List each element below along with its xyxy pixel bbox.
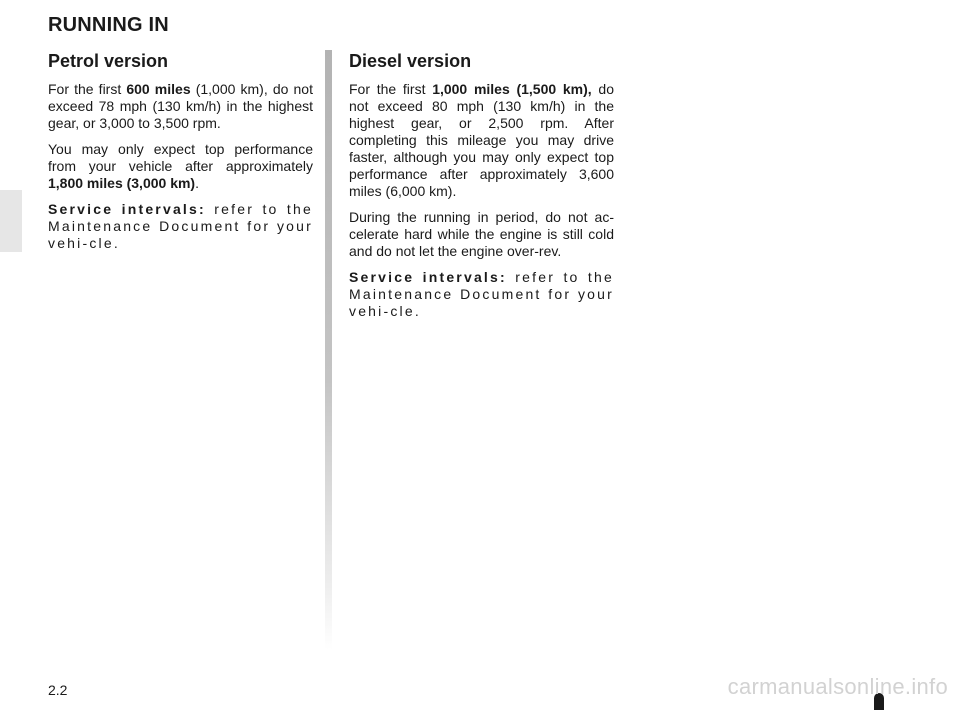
petrol-service-text: refer to the Maintenance Document for your vehi-cle. [48,201,313,251]
petrol-p1-pre: For the first [48,81,127,97]
diesel-paragraph-3 [349,269,614,320]
petrol-p2-post: . [195,175,199,191]
watermark: carmanualsonline.info [727,674,948,699]
page-title: RUNNING IN [48,14,169,36]
petrol-section [48,50,313,261]
petrol-p1-bold: 600 miles [126,81,191,97]
page-number: 2.2 [48,682,68,698]
diesel-service-text: refer to the Maintenance Document for your vehi-cle. [349,269,614,319]
diesel-paragraph-2: During the running in period, do not ac-celerate hard while the engine is still cold and do not let the engine over-rev. [349,209,614,259]
diesel-service-label: Service intervals: [349,269,507,285]
diesel-section [349,50,614,329]
diesel-p1-pre: For the first [349,81,433,97]
diesel-p1-bold: 1,000 miles (1,500 km), [432,81,592,97]
petrol-p1-post: (1,000 km), do not exceed 78 mph (130 km/h) in the highest gear, or 3,000 to 3,500 rpm. [48,81,313,131]
diesel-paragraph-1 [349,81,614,200]
diesel-heading: Diesel version [349,51,472,71]
petrol-p2-pre: You may only expect top performance from your vehicle after approximately [48,141,313,174]
petrol-paragraph-2 [48,141,313,192]
diesel-p1-post: do not exceed 80 mph (130 km/h) in the highest gear, or 2,500 rpm. After completing this mileage you may drive faster, although you may only expect top performance after approximately 3,600 miles (6,000 km). [349,81,614,199]
petrol-paragraph-1 [48,81,313,132]
petrol-heading: Petrol version [48,51,169,71]
column-divider [325,50,332,650]
petrol-service-label: Service intervals: [48,201,206,217]
petrol-p2-bold: 1,800 miles (3,000 km) [48,175,196,191]
petrol-paragraph-3 [48,201,313,252]
chapter-side-tab [0,190,22,252]
